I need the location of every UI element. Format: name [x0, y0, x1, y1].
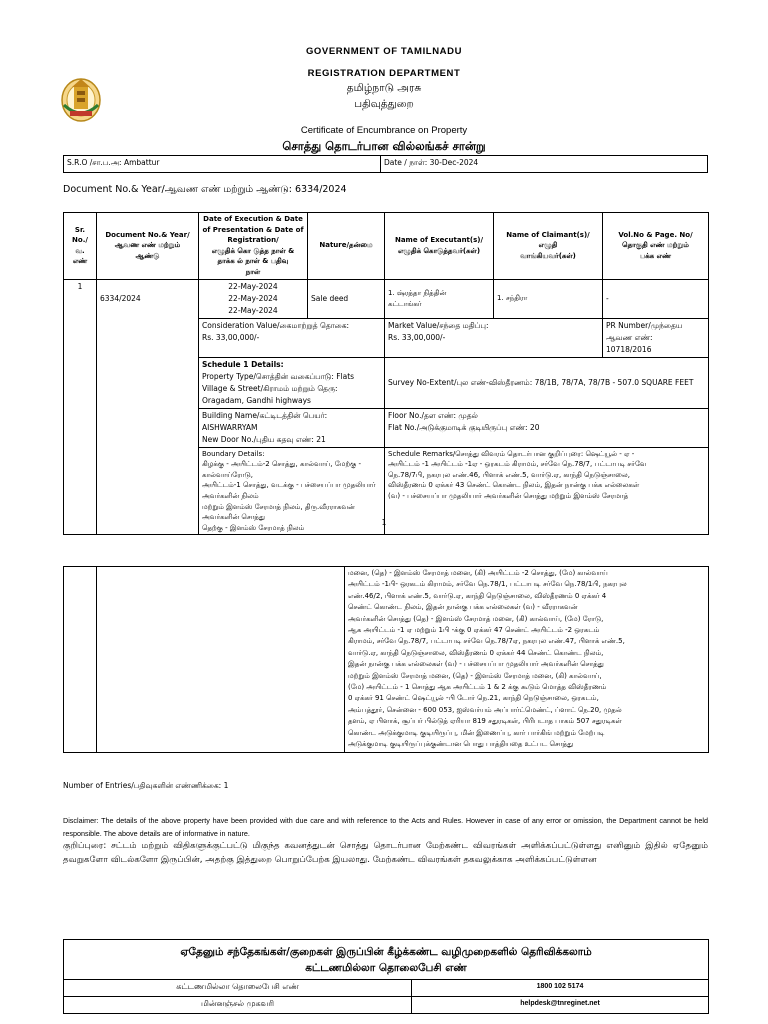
schedule-details: Schedule 1 Details: Property Type/சொத்தின் வகைப்பாடு: Flats Village & Street/கிராமம் மற்றும் தெரு: Oragadam, Gandhi highways [199, 357, 385, 408]
entry-left-blank [97, 279, 199, 535]
boundary-details: Boundary Details: கிழக்கு - அயிட்டம்-2 சொத்து, கால்வாய், மேற்கு - கால்வாய்ரோடு, அயிட்டம்-1 சொத்து, வடக்கு - பச்சையப்பா முதலியார் அவர்களின் நிலம் மற்றும் இளம்ஸ் சேரமாத் நிலம், திரு.வீரராகவன் அவர்களின் சொத்து தெற்கு - இளம்ஸ் சேரமாத் நிலம் [199, 447, 385, 535]
header-nature: Nature/தன்மை [308, 213, 385, 280]
market-value: Market Value/சந்தை மதிப்பு: Rs. 33,00,000/- [385, 318, 603, 357]
consideration-value: Consideration Value/கைமாற்றுத் தொகை: Rs. 33,00,000/- [199, 318, 385, 357]
department-title-tamil: பதிவுத்துறை [354, 98, 414, 110]
certificate-title: Certificate of Encumbrance on Property [300, 125, 468, 136]
email-label: மின்னஞ்சல் முகவரி [64, 997, 412, 1014]
entry-nature: Sale deed [308, 279, 385, 318]
helpdesk-box [63, 939, 709, 1014]
entry-sr-no: 1 [64, 279, 97, 535]
disclaimer-english: Disclaimer: The details of the above property have been provided with due care and with reference to the Acts and Rules. However in case of any error or omission, the Department cannot be held responsible. The above details are of informative in nature. [63, 816, 708, 838]
table-header-row [64, 213, 709, 280]
encumbrance-table [63, 212, 709, 535]
continuation-table [63, 566, 709, 753]
entry-dates: 22-May-2024 22-May-2024 22-May-2024 [199, 279, 308, 318]
table-row [64, 279, 709, 318]
date-label: Date / நாள்: [384, 158, 428, 167]
header-volume-page: Vol.No & Page. No/ தொகுதி எண் மற்றும் பக்க எண் [603, 213, 709, 280]
entry-volume: - [603, 279, 709, 318]
tollfree-label: கட்டணமில்லா தொலைபேசி எண் [64, 980, 412, 997]
entry-document-no: 6334/2024 [100, 293, 141, 303]
pr-number: PR Number/முந்தைய ஆவண எண்: 10718/2016 [603, 318, 709, 357]
document-number-value: 6334/2024 [295, 184, 347, 195]
header-executant: Name of Executant(s)/ எழுதிக் கொடுத்தவர்(கள்) [385, 213, 494, 280]
date-cell [381, 156, 708, 173]
email-address: helpdesk@tnreginet.net [412, 997, 709, 1014]
floor-flat-details: Floor No./தள எண்: முதல் Flat No./அடுக்குமாடிக் குடியிருப்பு எண்: 20 [385, 408, 709, 447]
entry-executant: 1. ஷ்ரத்தா நித்தின் கட்டாங்கர் [385, 279, 494, 318]
date-value: 30-Dec-2024 [429, 158, 479, 167]
header-dates: Date of Execution & Date of Presentation & Date of Registration/ எழுதிக் கொ டுத்த நாள் & தாக்க ல் நாள் & பதிவு நாள் [199, 213, 308, 280]
document-number-label: Document No.& Year/ஆவண எண் மற்றும் ஆண்டு: [63, 184, 292, 195]
survey-number: Survey No-Extent/புல எண்-விஸ்தீரணம்: 78/1B, 78/7A, 78/7B - 507.0 SQUARE FEET [385, 357, 709, 408]
sro-value: Ambattur [123, 158, 160, 167]
sro-cell [64, 156, 381, 173]
government-title-tamil: தமிழ்நாடு அரசு [346, 82, 422, 94]
continuation-remarks: மனை, (தெ) - இளம்ஸ் சேரமாத் மனை, (கி) அயிட்டம் -2 சொத்து, (மே) கால்வாய் அயிட்டம் -1பி- ஒரகடம் கிராமம், சர்வே நெ.78/1, பட்டாபடி சர்வே நெ.78/1பி, நகரபுல எண்.46/2, பிளாக் எண்.5, வார்டு.ஏ, காந்தி நெடுஞ்சாலை, விஸ்தீரணம் 0 ஏக்கர் 4 செண்ட் கொண்ட நிலம், இதன் நான்கு பக்க எல்லைகள் (வ) - வீரராகவன் அவர்களின் சொத்து (தெ) - இளம்ஸ் சேரமாத் மனை, (கி) கால்வாய், (மே) ரோடு, ஆக அயிட்டம் -1 ஏ மற்றும் 1பி -க்கு 0 ஏக்கர் 47 செண்ட் அயிட்டம் -2 ஒரகடம் கிராமம், சர்வே நெ.78/7, பட்டாபடி சர்வே நெ.78/7ஏ, நகரபுல எண்.47, பிளாக் எண்.5, வார்டு.ஏ, காந்தி நெடுஞ்சாலை, விஸ்தீரணம் 0 ஏக்கர் 44 செண்ட் கொண்ட நிலம், இதன் நான்கு பக்க எல்லைகள் (வ) - பச்சையப்பா முதலியார் அவர்களின் சொத்து மற்றும் இளம்ஸ் சேரமாத் மனை, (தெ) - இளம்ஸ் சேரமாத் மனை, (கி) கால்வாய், (மே) அயிட்டம் - 1 சொத்து ஆக அயிட்டம் 1 & 2 க்கு கூடும் மொத்த விஸ்தீரணம் 0 ஏக்கர் 91 செண்ட் ஷெட்யூல் -பி டோர் நெ.21, காந்தி நெடுஞ்சாலை, ஒரகடம், அம்பத்தூர், சென்னை - 600 053, ஐஸ்வர்யம் அப்பார்ட்மெண்ட், ப்ளாட் நெ.20, முதல் தளம், ஏ பிளாக், சூப்பர் பில்டுத் ஏரியா 819 சதுரடிகள், பிரிபடாத பாகம் 507 சதுரடிகள் கொண்ட அடுக்குமாடி குடியிருப்பு, மின் இணைப்பு, கார் பார்கிங் மற்றும் மேற்படி அடுக்குமாடி குடியிருப்புக்குண்டான பொது பாத்தியதை உட்பட சொத்து [345, 567, 709, 753]
continuation-left-blank [97, 567, 345, 753]
helpdesk-title: ஏதேனும் சந்தேகங்கள்/குறைகள் இருப்பின் கீழ்க்கண்ட வழிமுறைகளில் தெரிவிக்கலாம் கட்டணமில்லா தொலைபேசி எண் [64, 940, 709, 980]
header-claimant: Name of Claimant(s)/எழுதி வாங்கியவர்(கள்) [494, 213, 603, 280]
sro-label: S.R.O /சா.ப.அ: [67, 158, 122, 167]
entries-count: Number of Entries/பதிவுகளின் எண்ணிக்கை: 1 [63, 781, 229, 790]
department-title: REGISTRATION DEPARTMENT [307, 68, 461, 79]
schedule-remarks: Schedule Remarks/சொத்து விவரம் தொடர்பான குறிப்புரை: ஷெட்யூல் - ஏ - அயிட்டம் -1 அயிட்டம் -1ஏ - ஒரகடம் கிராமம், சர்வே நெ.78/7, பட்டாபடி சர்வே நெ.78/7பி, நகரபுல எண்.46, பிளாக் எண்.5, வார்டு.ஏ, காந்தி நெடுஞ்சாலை, விஸ்தீரணம் 0 ஏக்கர் 43 செண்ட் கொண்ட நிலம், இதன் நான்கு பக்க எல்லைகள் (வ) - பச்சையப்பா முதலியார் அவர்களின் சொத்து மற்றும் இளம்ஸ் சேரமாத் [385, 447, 709, 535]
tollfree-number: 1800 102 5174 [412, 980, 709, 997]
certificate-title-tamil: சொத்து தொடர்பான வில்லங்கச் சான்று [282, 139, 486, 153]
document-number-line [63, 184, 347, 196]
sro-date-bar [63, 155, 708, 173]
continuation-sr-blank [64, 567, 97, 753]
header-document-no: Document No.& Year/ ஆவண எண் மற்றும் ஆண்டு [97, 213, 199, 280]
page-number: 1 [381, 518, 387, 527]
header-sr-no: Sr. No./ வ. எண் [64, 213, 97, 280]
disclaimer-tamil: குறிப்புரை: சட்டம் மற்றும் விதிகளுக்குட்பட்டு மிகுந்த கவனத்துடன் சொத்து தொடர்பான மேற்கண்ட விவரங்கள் அளிக்கப்பட்டுள்ளது எனினும் இதில் ஏதேனும் தவறுகளோ விடல்களோ இருப்பின், அதற்கு இத்துறை பொறுப்பேற்க இயலாது. மேற்கண்ட விவரங்கள் தகவலுக்காக அளிக்கப்பட்டுள்ளன [63, 841, 708, 865]
building-details: Building Name/கட்டிடத்தின் பெயர்: AISHWARRYAM New Door No./புதிய கதவு எண்: 21 [199, 408, 385, 447]
entry-claimant: 1. சந்திரா [494, 279, 603, 318]
government-title: GOVERNMENT OF TAMILNADU [305, 46, 463, 57]
